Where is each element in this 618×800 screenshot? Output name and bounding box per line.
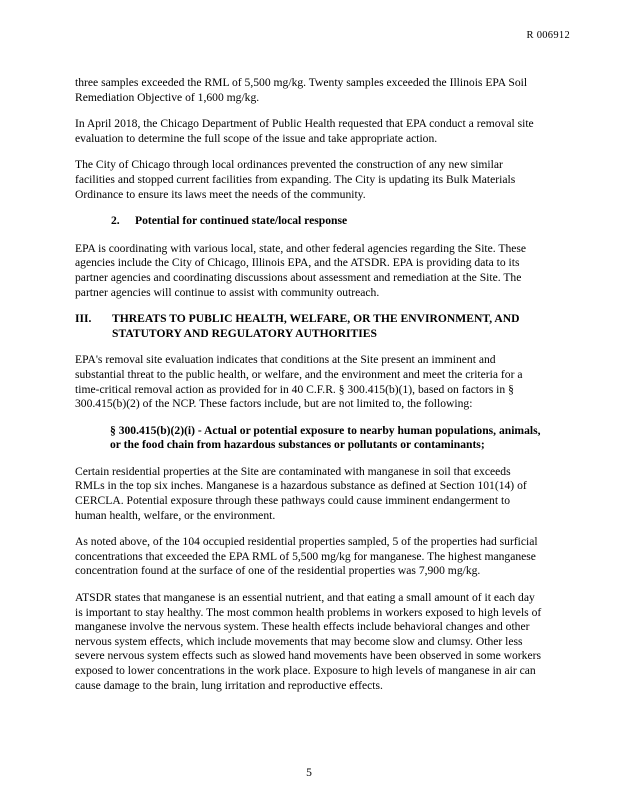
section-heading (75, 312, 543, 341)
subsection-title: Potential for continued state/local response (135, 214, 348, 228)
paragraph: The City of Chicago through local ordinances prevented the construction of any new similar facilities and stopped current facilities from expanding. The City is updating its Bulk Materials Ordinance to ensure its laws meet the needs of the community. (75, 158, 516, 201)
page-body (75, 76, 543, 705)
paragraph: EPA's removal site evaluation indicates that conditions at the Site present an imminent and substantial threat to the public health, or welfare, and the environment and meet the criteria for a time-critical removal action as provided for in 40 C.F.R. § 300.415(b)(1), based on factors in § 300.415(b)(2) of the NCP. These factors include, but are not limited to, the following: (75, 353, 523, 411)
paragraph: EPA is coordinating with various local, state, and other federal agencies regarding the Site. These agencies include the City of Chicago, Illinois EPA, and the ATSDR. EPA is providing data to its partner agencies and coordinating discussions about assessment and remediation at the Site. The partner agencies will continue to assist with community outreach. (75, 241, 527, 299)
section-title: THREATS TO PUBLIC HEALTH, WELFARE, OR THE ENVIRONMENT, AND STATUTORY AND REGULATORY AUTHORITIES (112, 312, 520, 340)
section-number: III. (75, 312, 92, 326)
paragraph: ATSDR states that manganese is an essential nutrient, and that eating a small amount of it each day is important to stay healthy. The most common health problems in workers exposed to high levels of manganese involve the nervous system. These health effects include behavioral changes and other nervous system effects, which include movements that may become slow and clumsy. Other less severe nervous system effects such as slowed hand movements have been observed in some workers exposed to lower concentrations in the work place. Exposure to high levels of manganese in air can cause damage to the brain, lung irritation and reproductive effects. (75, 591, 542, 692)
regulatory-factor-heading: § 300.415(b)(2)(i) - Actual or potential exposure to nearby human populations, animals, or the food chain from hazardous substances or pollutants or contaminants; (110, 423, 541, 452)
paragraph: In April 2018, the Chicago Department of Public Health requested that EPA conduct a removal site evaluation to determine the full scope of the issue and take appropriate action. (75, 117, 534, 145)
subsection-heading (75, 214, 543, 229)
page-number: 5 (306, 766, 312, 779)
bates-number: R 006912 (526, 30, 570, 41)
paragraph: Certain residential properties at the Site are contaminated with manganese in soil that exceeds RMLs in the top six inches. Manganese is a hazardous substance as defined at Section 101(14) of CERCLA. Potential exposure through these pathways could cause imminent endangerment to human health, welfare, or the environment. (75, 464, 527, 522)
paragraph: As noted above, of the 104 occupied residential properties sampled, 5 of the properties had surficial concentrations that exceeded the EPA RML of 5,500 mg/kg for manganese. The highest manganese concentration found at the surface of one of the residential properties was 7,900 mg/kg. (75, 535, 538, 578)
paragraph: three samples exceeded the RML of 5,500 mg/kg. Twenty samples exceeded the Illinois EPA Soil Remediation Objective of 1,600 mg/kg. (75, 76, 528, 104)
subsection-number: 2. (111, 214, 120, 228)
